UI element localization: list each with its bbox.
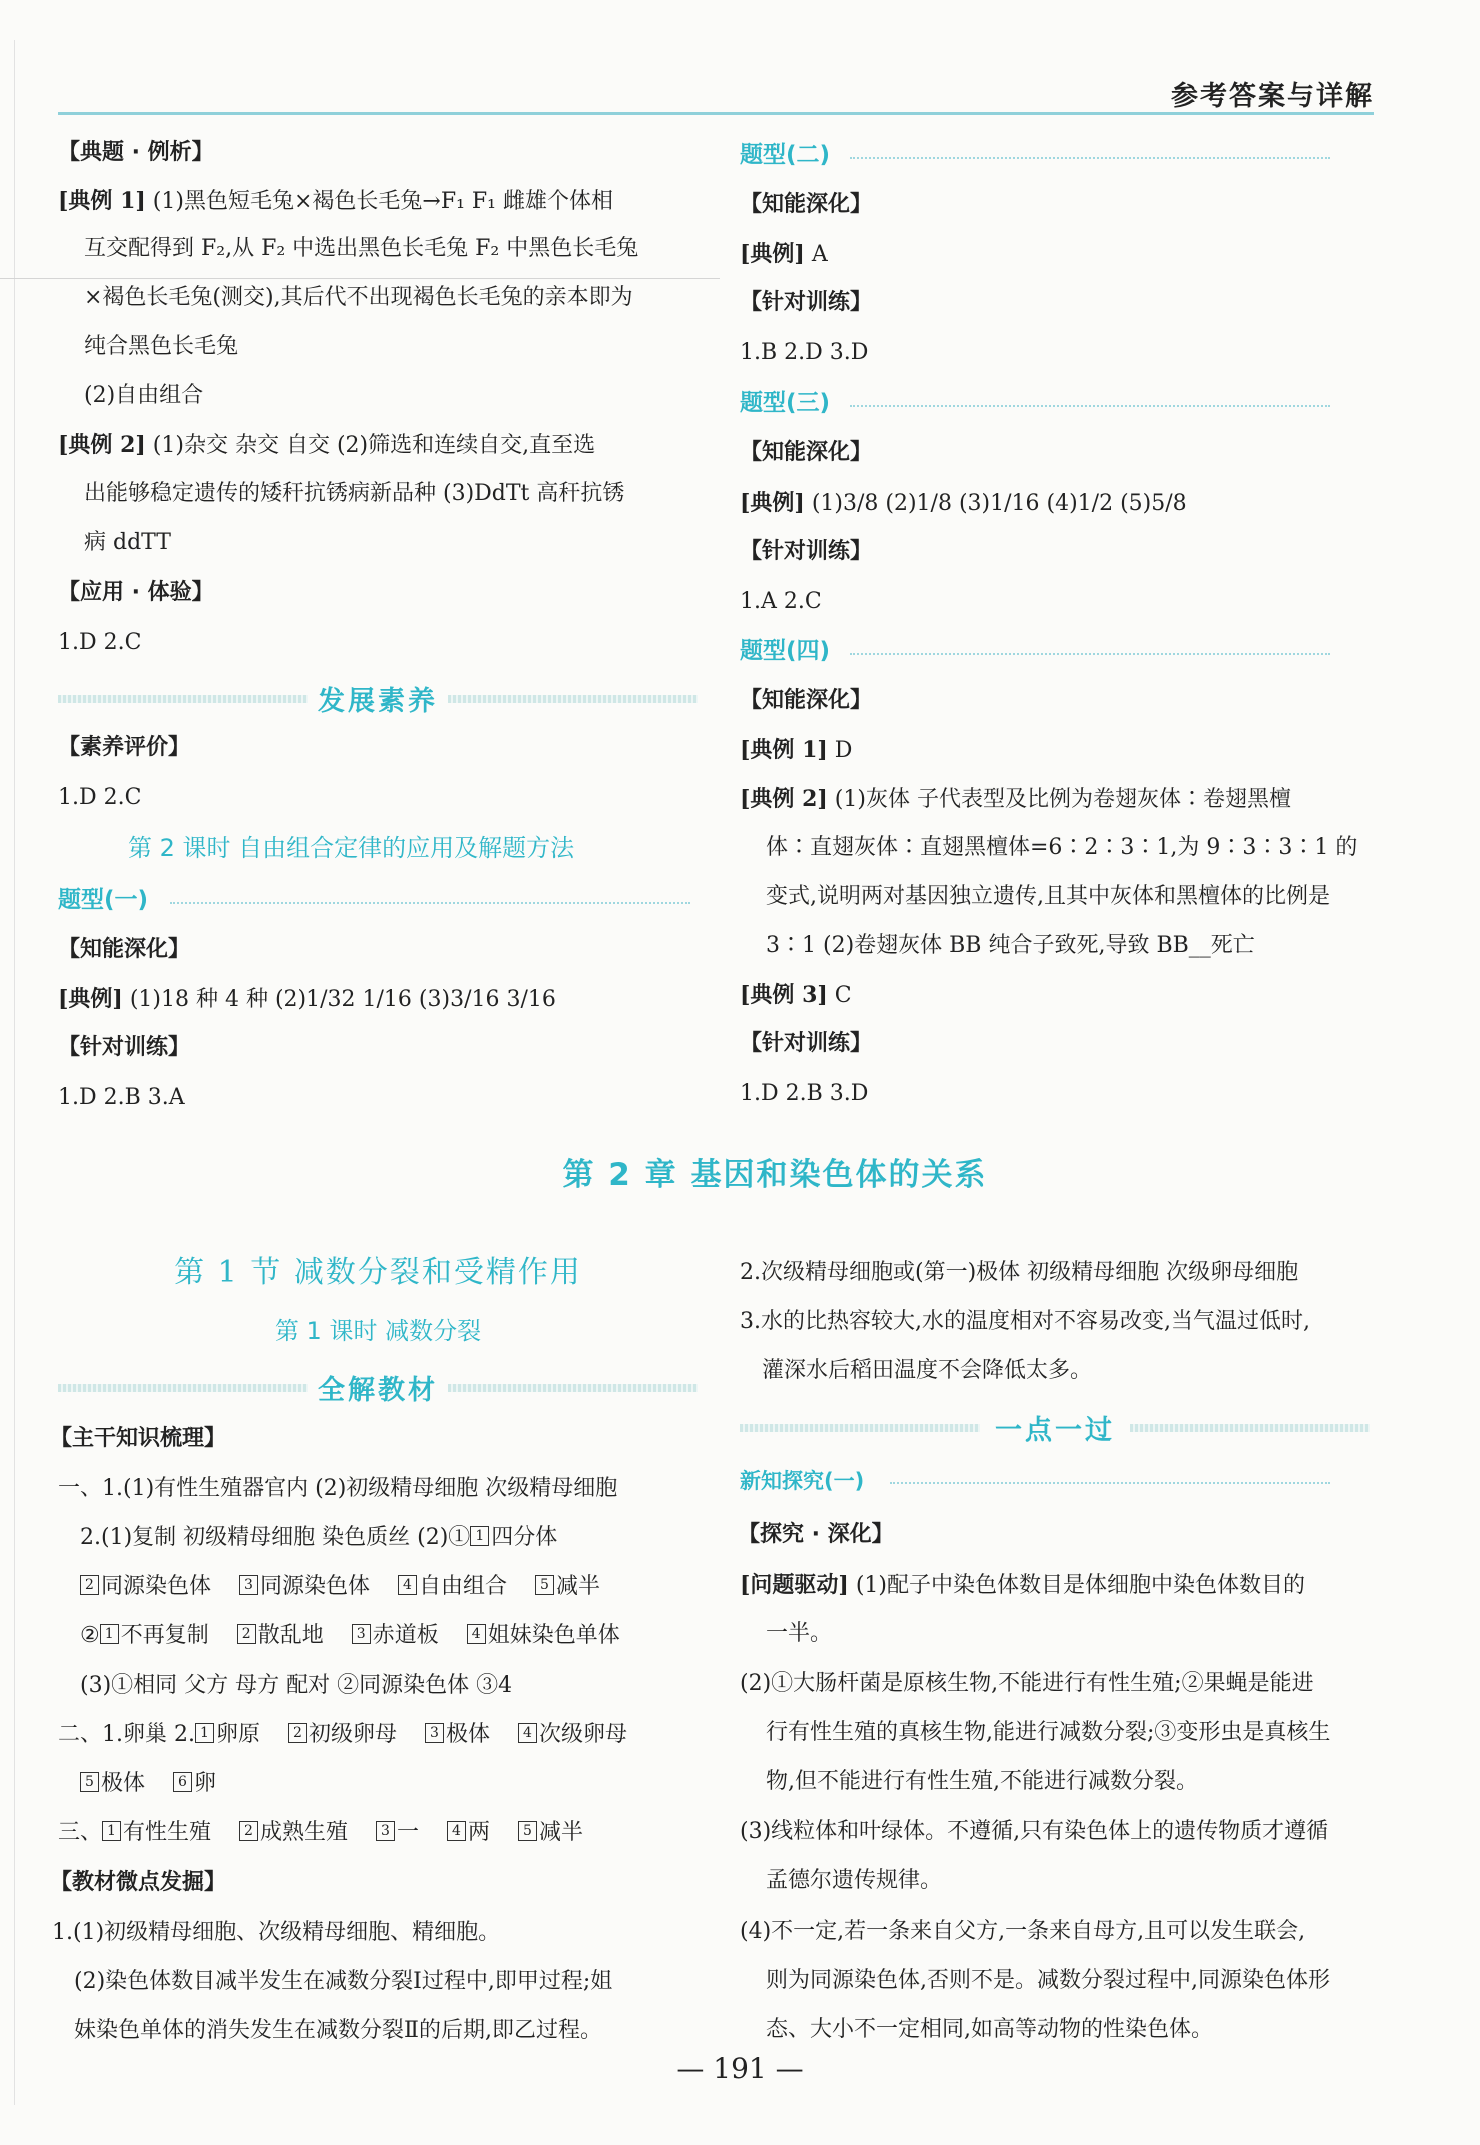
type-1-example — [58, 984, 556, 1015]
number-box: 5 — [535, 1575, 554, 1595]
example-tag: [典例] — [58, 986, 123, 1012]
item-text: 赤道板 — [372, 1623, 439, 1648]
number-box: 3 — [352, 1624, 371, 1644]
page-number: — 191 — — [676, 2052, 804, 2085]
type-3-example — [740, 488, 1187, 519]
item-text: 次级卵母 — [538, 1722, 627, 1747]
type-4-example-2 — [740, 784, 1291, 815]
number-box: 5 — [518, 1821, 537, 1841]
question-line: (2)①大肠杆菌是原核生物,不能进行有性生殖;②果蝇是能进 — [740, 1671, 1314, 1696]
example-tag: [典例 1] — [58, 188, 146, 214]
example-2-line: 变式,说明两对基因独立遗传,且其中灰体和黑檀体的比例是 — [766, 884, 1330, 909]
question-line: (4)不一定,若一条来自父方,一条来自母方,且可以发生联会, — [740, 1919, 1306, 1944]
item-text: 不再复制 — [120, 1623, 209, 1648]
example-2 — [58, 430, 595, 461]
example-text: (1)灰体 子代表型及比例为卷翅灰体∶卷翅黑檀 — [834, 787, 1291, 812]
yingyong-heading: 【应用 · 体验】 — [58, 580, 214, 605]
number-box: 2 — [288, 1723, 307, 1743]
number-box: 1 — [100, 1624, 119, 1644]
dotted-rule — [850, 405, 1330, 407]
question-tag: [问题驱动] — [740, 1572, 849, 1598]
item-text: 同源染色体 — [101, 1574, 212, 1599]
yidian-section-band — [740, 1405, 1370, 1449]
item-text: 二、1.卵巢 2. — [58, 1722, 195, 1747]
lesson-2-title: 第 2 课时 自由组合定律的应用及解题方法 — [128, 834, 575, 862]
weidian-heading: 【教材微点发掘】 — [50, 1870, 227, 1895]
item-text: 三、 — [58, 1820, 103, 1845]
item-text: 减半 — [556, 1574, 601, 1599]
item-text: 卵 — [194, 1771, 217, 1796]
example-tag: [典例] — [740, 490, 805, 516]
zhineng-heading: 【知能深化】 — [58, 937, 191, 962]
knowledge-line — [58, 1720, 627, 1750]
question-line: 态、大小不一定相同,如高等动物的性染色体。 — [766, 2017, 1213, 2042]
example-tag: [典例 2] — [58, 432, 146, 458]
number-box: 4 — [518, 1723, 537, 1743]
number-box: 1 — [195, 1723, 214, 1743]
dianti-heading: 【典题 · 例析】 — [58, 140, 214, 165]
item-text: 极体 — [445, 1722, 490, 1747]
number-box: 6 — [173, 1772, 192, 1792]
zhineng-heading: 【知能深化】 — [740, 192, 873, 217]
example-text: (1)3/8 (2)1/8 (3)1/16 (4)1/2 (5)5/8 — [811, 491, 1187, 516]
answer-line: 3.水的比热容较大,水的温度相对不容易改变,当气温过低时, — [740, 1309, 1310, 1334]
example-text: (1)18 种 4 种 (2)1/32 1/16 (3)3/16 3/16 — [129, 987, 556, 1012]
example-2-line: 出能够稳定遗传的矮秆抗锈病新品种 (3)DdTt 高秆抗锈 — [84, 481, 625, 506]
item-text: ② — [80, 1623, 100, 1648]
page-number-value: 191 — [713, 2052, 767, 2085]
type-2-training: 1.B 2.D 3.D — [740, 340, 869, 365]
dotted-rule — [850, 653, 1330, 655]
number-box: 3 — [425, 1723, 444, 1743]
type-2-example — [740, 239, 828, 270]
type-4-heading: 题型(四) — [740, 638, 831, 664]
quanjie-title: 全解教材 — [318, 1375, 438, 1406]
type-3-heading: 题型(三) — [740, 390, 831, 416]
weidian-line: (2)染色体数目减半发生在减数分裂Ⅰ过程中,即甲过程;姐 — [74, 1969, 613, 1994]
number-box: 3 — [239, 1575, 258, 1595]
example-2-line: 3∶1 (2)卷翅灰体 BB 纯合子致死,导致 BB__死亡 — [766, 933, 1255, 958]
number-box: 2 — [237, 1624, 256, 1644]
weidian-line: 1.(1)初级精母细胞、次级精母细胞、精细胞。 — [52, 1920, 501, 1945]
knowledge-line — [80, 1769, 216, 1799]
item-text: 散乱地 — [257, 1623, 324, 1648]
suyang-answers: 1.D 2.C — [58, 785, 142, 810]
example-2-line: 病 ddTT — [84, 530, 171, 555]
fazhan-title: 发展素养 — [318, 686, 438, 717]
dotted-rule — [850, 157, 1330, 159]
yidian-title: 一点一过 — [995, 1415, 1115, 1446]
type-1-training: 1.D 2.B 3.A — [58, 1085, 185, 1110]
item-text: 减半 — [539, 1820, 584, 1845]
example-text: A — [811, 242, 828, 267]
chapter-title: 第 2 章 基因和染色体的关系 — [562, 1157, 988, 1193]
question-line: 一半。 — [766, 1621, 833, 1646]
zhendui-heading: 【针对训练】 — [58, 1035, 191, 1060]
number-box: 5 — [80, 1772, 99, 1792]
number-box: 3 — [376, 1821, 395, 1841]
scan-fold-line — [0, 278, 720, 279]
item-text: 卵原 — [215, 1722, 260, 1747]
example-tag: [典例 2] — [740, 786, 828, 812]
question-line: 孟德尔遗传规律。 — [766, 1868, 943, 1893]
example-2-line: 体∶直翅灰体∶直翅黑檀体=6∶2∶3∶1,为 9∶3∶3∶1 的 — [766, 835, 1358, 860]
type-1-heading: 题型(一) — [58, 887, 149, 913]
dotted-rule — [170, 902, 690, 904]
item-text: 初级卵母 — [308, 1722, 397, 1747]
item-text: 极体 — [101, 1771, 146, 1796]
number-box: 4 — [467, 1624, 486, 1644]
example-1-line: 互交配得到 F₂,从 F₂ 中选出黑色长毛兔 F₂ 中黑色长毛兔 — [84, 236, 639, 261]
example-1-line: ×褐色长毛兔(测交),其后代不出现褐色长毛兔的亲本即为 — [84, 285, 633, 310]
question-line — [740, 1570, 1305, 1601]
example-text: C — [834, 983, 852, 1008]
line-text: 2.(1)复制 初级精母细胞 染色质丝 (2)① — [80, 1525, 471, 1550]
knowledge-line — [80, 1621, 620, 1651]
tanjiu-heading: 【探究 · 深化】 — [738, 1522, 894, 1547]
knowledge-line — [80, 1572, 600, 1602]
knowledge-line: 一、1.(1)有性生殖器官内 (2)初级精母细胞 次级精母细胞 — [58, 1476, 618, 1501]
example-text: D — [834, 738, 853, 763]
question-line: 物,但不能进行有性生殖,不能进行减数分裂。 — [766, 1769, 1198, 1794]
knowledge-line — [58, 1818, 583, 1848]
example-tag: [典例] — [740, 241, 805, 267]
yingyong-answers: 1.D 2.C — [58, 630, 142, 655]
item-text: 成熟生殖 — [260, 1820, 349, 1845]
knowledge-line — [80, 1523, 557, 1553]
running-title: 参考答案与详解 — [1171, 81, 1374, 112]
example-1-line: (2)自由组合 — [84, 383, 204, 408]
number-box: 2 — [239, 1821, 258, 1841]
zhendui-heading: 【针对训练】 — [740, 539, 873, 564]
knowledge-line: (3)①相同 父方 母方 配对 ②同源染色体 ③4 — [80, 1673, 513, 1698]
xinzhi-heading: 新知探究(一) — [740, 1469, 865, 1493]
example-1 — [58, 186, 613, 217]
type-2-heading: 题型(二) — [740, 142, 831, 168]
item-text: 有性生殖 — [123, 1820, 212, 1845]
example-tag: [典例 1] — [740, 737, 828, 763]
fazhan-section-band — [58, 676, 698, 720]
item-text: 两 — [468, 1820, 491, 1845]
number-box: 1 — [470, 1526, 489, 1546]
scan-edge-line — [14, 40, 15, 2105]
header-rule — [58, 112, 1374, 115]
zhendui-heading: 【针对训练】 — [740, 1031, 873, 1056]
type-4-training: 1.D 2.B 3.D — [740, 1081, 869, 1106]
suyang-heading: 【素养评价】 — [58, 735, 191, 760]
lesson-1-title: 第 1 课时 减数分裂 — [274, 1317, 482, 1345]
line-text: 四分体 — [491, 1525, 558, 1550]
type-4-example-3 — [740, 980, 852, 1011]
question-line: 行有性生殖的真核生物,能进行减数分裂;③变形虫是真核生 — [766, 1720, 1331, 1745]
zhugan-heading: 【主干知识梳理】 — [50, 1426, 227, 1451]
example-tag: [典例 3] — [740, 982, 828, 1008]
example-1-line: 纯合黑色长毛兔 — [84, 334, 239, 359]
zhineng-heading: 【知能深化】 — [740, 688, 873, 713]
weidian-line: 妹染色单体的消失发生在减数分裂Ⅱ的后期,即乙过程。 — [74, 2018, 602, 2043]
item-text: 自由组合 — [419, 1574, 508, 1599]
answer-line: 2.次级精母细胞或(第一)极体 初级精母细胞 次级卵母细胞 — [740, 1260, 1299, 1285]
item-text: 一 — [397, 1820, 420, 1845]
example-text: (1)杂交 杂交 自交 (2)筛选和连续自交,直至选 — [152, 433, 596, 458]
dotted-rule — [890, 1482, 1330, 1484]
question-line: 则为同源染色体,否则不是。减数分裂过程中,同源染色体形 — [766, 1968, 1330, 1993]
quanjie-section-band — [58, 1365, 698, 1409]
zhendui-heading: 【针对训练】 — [740, 290, 873, 315]
item-text: 姐妹染色单体 — [487, 1623, 620, 1648]
answer-line: 灌深水后稻田温度不会降低太多。 — [762, 1358, 1093, 1383]
number-box: 4 — [447, 1821, 466, 1841]
zhineng-heading: 【知能深化】 — [740, 440, 873, 465]
type-3-training: 1.A 2.C — [740, 589, 822, 614]
number-box: 4 — [398, 1575, 417, 1595]
number-box: 1 — [102, 1821, 121, 1841]
number-box: 2 — [80, 1575, 99, 1595]
type-4-example-1 — [740, 735, 852, 766]
section-title: 第 1 节 减数分裂和受精作用 — [174, 1255, 582, 1290]
question-line: (3)线粒体和叶绿体。不遵循,只有染色体上的遗传物质才遵循 — [740, 1819, 1329, 1844]
example-text: (1)黑色短毛兔×褐色长毛兔→F₁ F₁ 雌雄个体相 — [152, 189, 613, 214]
item-text: 同源染色体 — [260, 1574, 371, 1599]
question-text: (1)配子中染色体数目是体细胞中染色体数目的 — [855, 1573, 1305, 1598]
